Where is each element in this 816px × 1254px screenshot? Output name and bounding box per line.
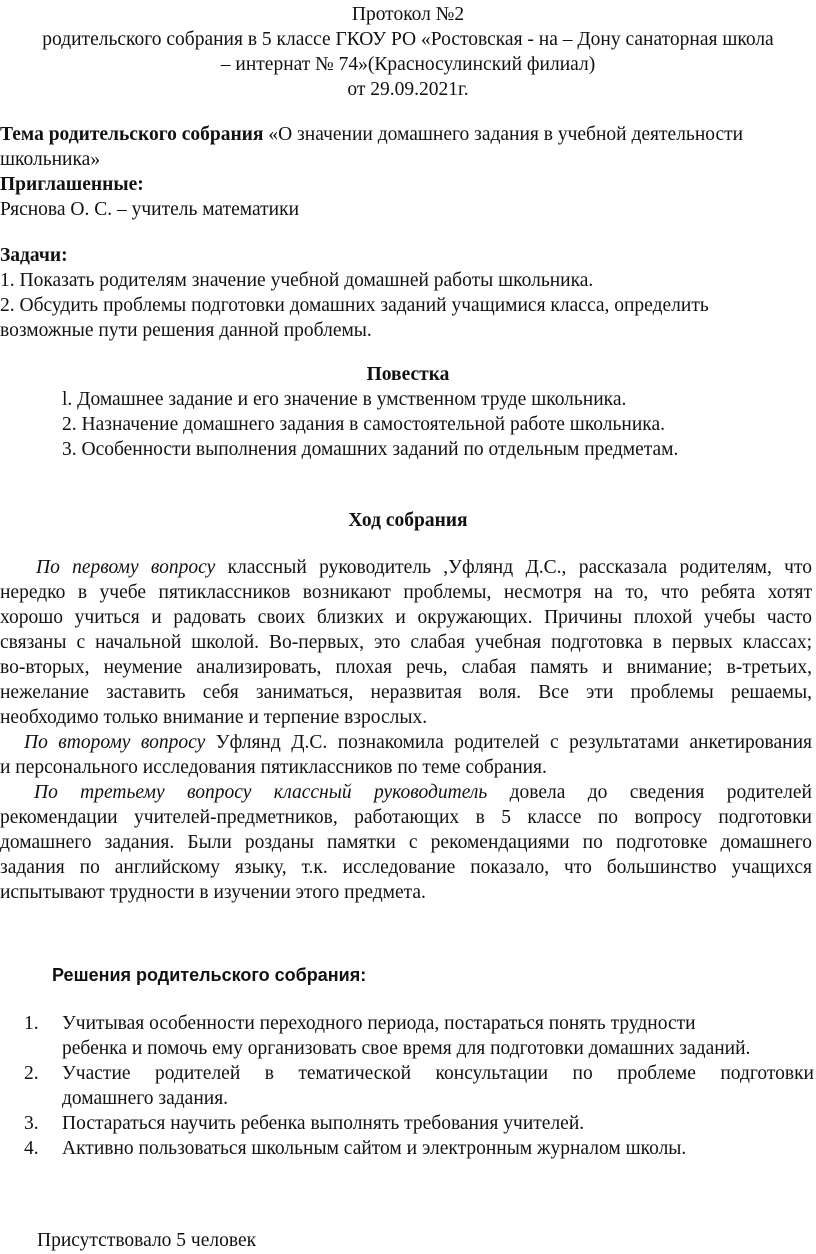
p1-line-6: нежелание заставить себя заниматься, неразвитая воля. Все эти проблемы решаемы, [0,682,812,703]
decisions-title-wrap [52,963,366,988]
p1-italic: По первому вопросу [36,557,216,578]
task-item-2: 2. Обсудить проблемы подготовки домашних заданий учащимися класса, определить [0,295,709,316]
invited-person: Ряснова О. С. – учитель математики [0,199,300,220]
topic-text-cont: школьника» [0,149,101,170]
p1-line-5: во-вторых, неумение анализировать, плохая речь, слабая память и внимание; в-третьих, [0,657,812,678]
task-item-2-cont: возможные пути решения данной проблемы. [0,320,372,341]
agenda-title-wrap [0,362,816,387]
p3-line-3: домашнего задания. Были розданы памятки с рекомендациями по подготовке домашнего [0,832,812,853]
topic-text: «О значении домашнего задания в учебной деятельности [263,124,744,145]
p3-italic: По третьему вопросу классный руководитель [34,782,488,803]
tasks-label: Задачи: [0,245,68,266]
p3-line-4: задания по английскому языку, т.к. исследование показало, что большинство учащихся [0,857,812,878]
agenda-item-1: l. Домашнее задание и его значение в умственном труде школьника. [62,389,627,410]
decision-num: 2. [24,1063,39,1084]
agenda-item-3: 3. Особенности выполнения домашних заданий по отдельным предметам. [62,439,679,460]
meeting-title-wrap [0,508,816,533]
decision-text-cont: ребенка и помочь ему организовать свое время для подготовки домашних заданий. [62,1038,751,1059]
meeting-body [0,555,812,905]
agenda-title: Повестка [366,364,450,385]
p3-line-2: рекомендации учителей-предметников, работающих в 5 классе по вопросу подготовки [0,807,812,828]
header-line-1: родительского собрания в 5 классе ГКОУ РО «Ростовская - на – Дону санаторная школа [42,29,774,50]
agenda-list [62,387,802,462]
header-line-2: – интернат № 74»(Красносулинский филиал) [220,54,596,75]
header-date: от 29.09.2021г. [347,79,469,100]
decision-num: 3. [24,1113,39,1134]
decisions-list [0,1011,816,1161]
decision-num: 1. [24,1013,39,1034]
decision-item-3 [0,1111,816,1136]
p3-line-1: По третьему вопросу классный руководитель довела до сведения родителей [34,782,812,803]
decision-text: Учитывая особенности переходного периода, постараться понять трудности [62,1013,696,1034]
decision-item-4 [0,1136,816,1161]
topic-section [0,122,816,222]
topic-label: Тема родительского собрания [0,124,264,145]
attendance-note: Присутствовало 5 человек [37,1230,257,1251]
tasks-section [0,243,816,343]
decisions-title: Решения родительского собрания: [52,965,367,985]
decision-text: Активно пользоваться школьным сайтом и электронным журналом школы. [62,1138,687,1159]
p2-line-1: По второму вопросу Уфлянд Д.С. познакомила родителей с результатами анкетирования [24,732,812,753]
p1-line-1: По первому вопросу классный руководитель ,Уфлянд Д.С., рассказала родителям, что [36,557,812,578]
protocol-title: Протокол №2 [351,4,465,25]
decision-num: 4. [24,1138,39,1159]
invited-label: Приглашенные: [0,174,144,195]
agenda-item-2: 2. Назначение домашнего задания в самостоятельной работе школьника. [62,414,666,435]
decision-item-1 [0,1011,816,1061]
document-header [0,2,816,102]
meeting-title: Ход собрания [348,510,468,531]
decision-text: Участие родителей в тематической консультации по проблеме подготовки [62,1063,814,1084]
p1-line-3: хорошо учиться и радовать своих близких и окружающих. Причины плохой учебы часто [0,607,812,628]
p1-line-4: связаны с начальной школой. Во-первых, это слабая учебная подготовка в первых классах; [0,632,812,653]
decision-text: Постараться научить ребенка выполнять требования учителей. [62,1113,585,1134]
decision-item-2 [0,1061,816,1111]
decision-text-cont: домашнего задания. [62,1088,229,1109]
p3-line-5: испытывают трудности в изучении этого предмета. [0,882,426,903]
p1-line-2: нередко в учебе пятиклассников возникают проблемы, несмотря на то, что ребята хотят [0,582,812,603]
p2-line-2: и персонального исследования пятиклассников по теме собрания. [0,757,547,778]
p2-italic: По второму вопросу [24,732,206,753]
p1-line-7: необходимо только внимание и терпение взрослых. [0,707,428,728]
task-item-1: 1. Показать родителям значение учебной домашней работы школьника. [0,270,594,291]
